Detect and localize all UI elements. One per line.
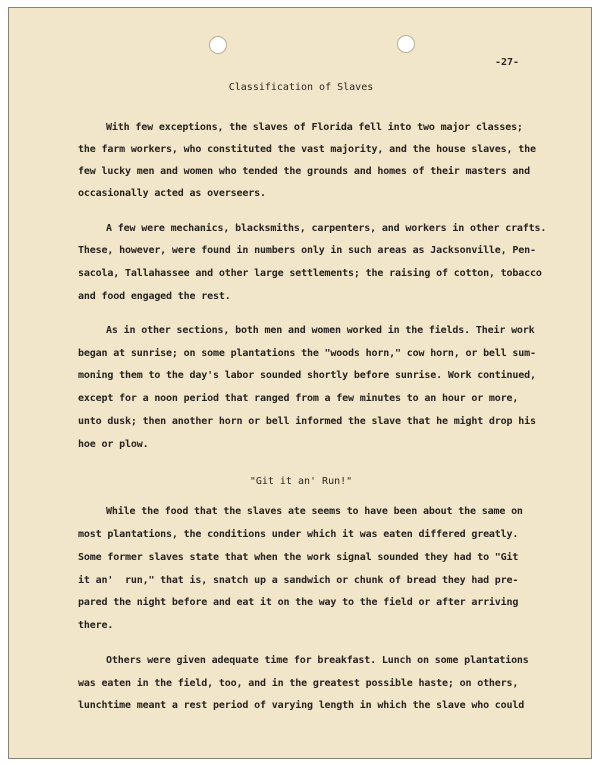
text-line: the farm workers, who constituted the vast majority, and the house slaves, the (78, 144, 536, 155)
punch-hole-right (397, 35, 415, 53)
text-line: With few exceptions, the slaves of Florida fell into two major classes; (106, 122, 523, 133)
text-line: pared the night before and eat it on the way to the field or after arriving (78, 597, 519, 608)
page-title: Classification of Slaves (228, 82, 374, 93)
text-line: it an' run," that is, snatch up a sandwich or chunk of bread they had pre- (78, 575, 519, 586)
text-line: These, however, were found in numbers only in such areas as Jacksonville, Pen- (78, 245, 536, 256)
text-line: Some former slaves state that when the work signal sounded they had to "Git (78, 552, 519, 563)
text-line: was eaten in the field, too, and in the greatest possible haste; on others, (78, 678, 519, 689)
section-subheading: "Git it an' Run!" (249, 476, 353, 487)
text-line: While the food that the slaves ate seems to have been about the same on (106, 506, 523, 517)
text-line: most plantations, the conditions under which it was eaten differed greatly. (78, 529, 519, 540)
text-line: lunchtime meant a rest period of varying length in which the slave who could (78, 700, 525, 711)
text-line: Others were given adequate time for breakfast. Lunch on some plantations (106, 655, 529, 666)
text-line: occasionally acted as overseers. (78, 188, 266, 199)
text-line: few lucky men and women who tended the grounds and homes of their masters and (78, 166, 531, 177)
text-line: moning them to the day's labor sounded shortly before sunrise. Work continued, (78, 370, 536, 381)
text-line: A few were mechanics, blacksmiths, carpenters, and workers in other crafts. (106, 223, 547, 234)
text-line: sacola, Tallahassee and other large settlements; the raising of cotton, tobacco (78, 268, 542, 279)
text-line: As in other sections, both men and women worked in the fields. Their work (106, 325, 535, 336)
text-line: hoe or plow. (78, 439, 149, 450)
text-line: unto dusk; then another horn or bell informed the slave that he might drop his (78, 416, 536, 427)
text-line: began at sunrise; on some plantations the "woods horn," cow horn, or bell sum- (78, 348, 536, 359)
text-line: there. (78, 620, 114, 631)
text-line: and food engaged the rest. (78, 291, 231, 302)
punch-hole-left (209, 36, 227, 54)
typewritten-page (8, 7, 592, 759)
page-number: -27- (495, 57, 520, 68)
text-line: except for a noon period that ranged from a few minutes to an hour or more, (78, 393, 519, 404)
